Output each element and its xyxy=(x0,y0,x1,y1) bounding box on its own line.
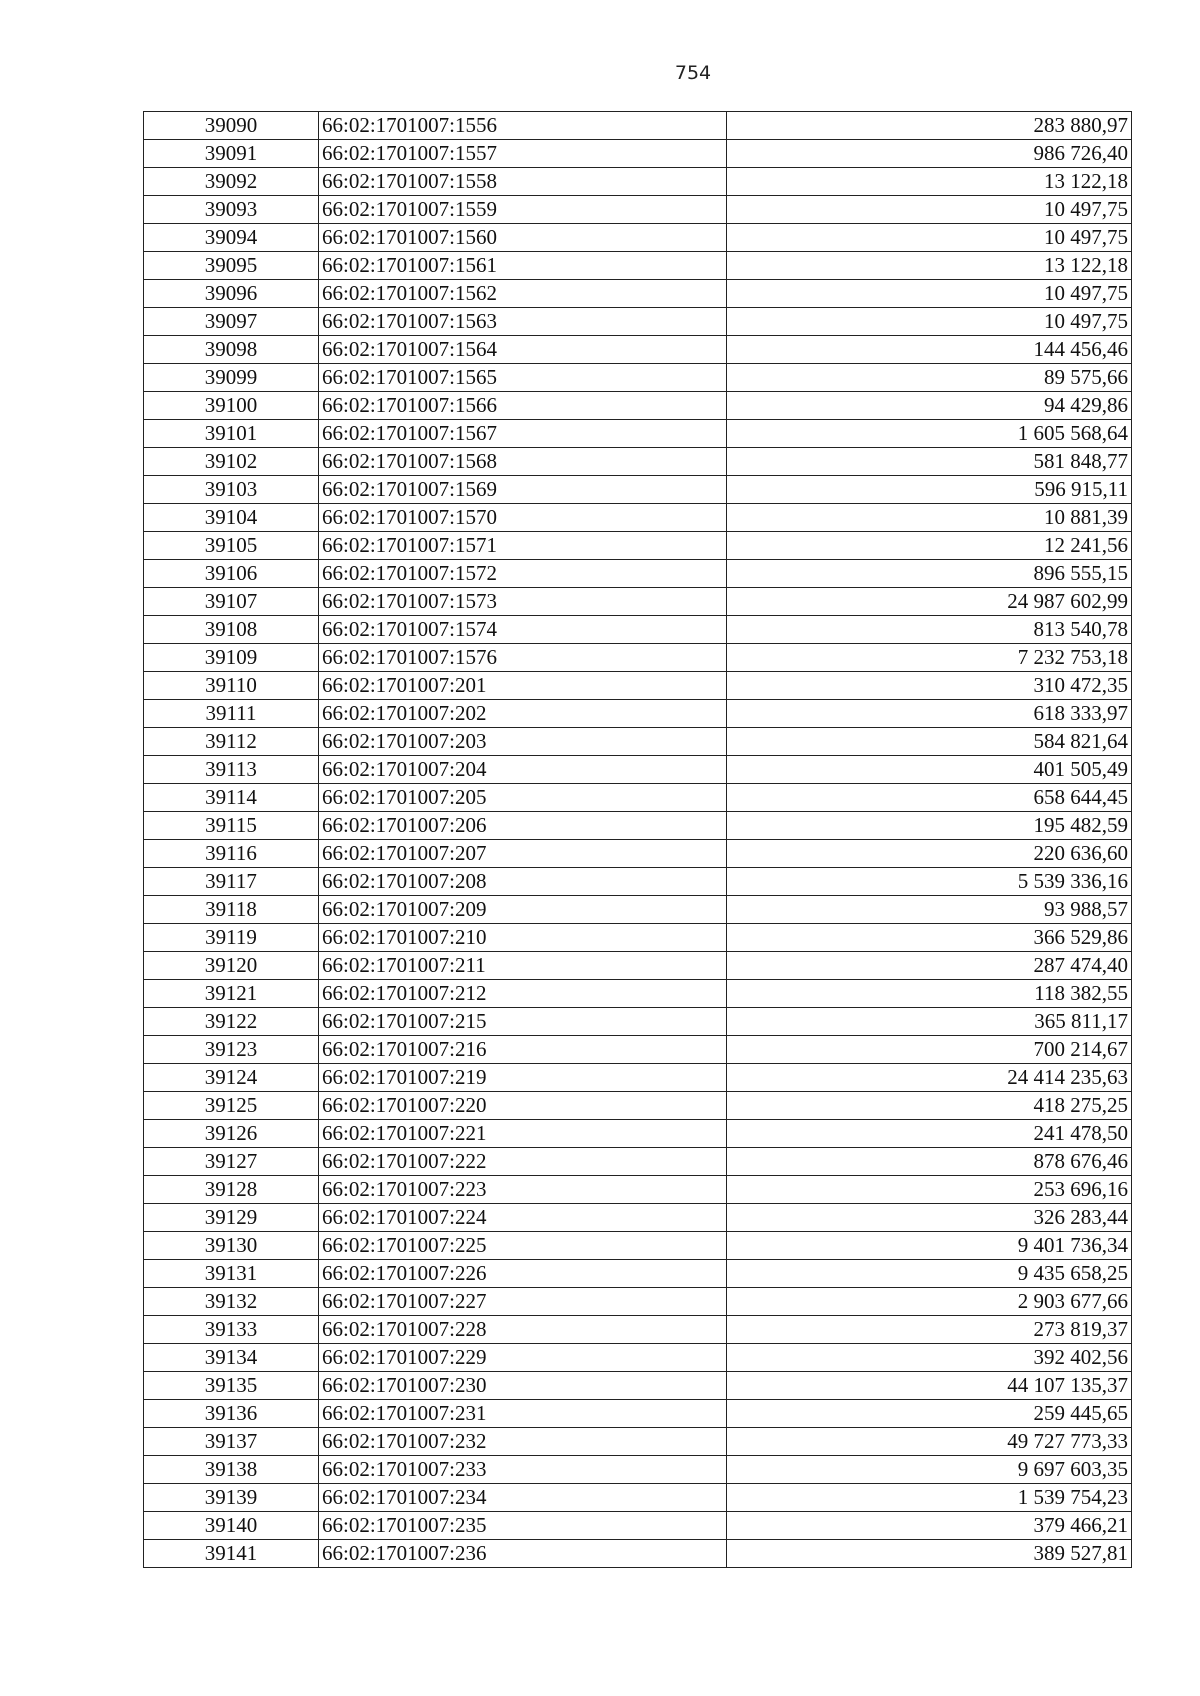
row-number-cell: 39124 xyxy=(144,1064,319,1092)
row-number-cell: 39132 xyxy=(144,1288,319,1316)
page-number: 754 xyxy=(674,62,712,84)
row-number-cell: 39122 xyxy=(144,1008,319,1036)
cadastral-number-cell: 66:02:1701007:232 xyxy=(319,1428,727,1456)
cadastral-value-cell: 283 880,97 xyxy=(727,112,1132,140)
table-row xyxy=(144,280,1132,308)
table-row xyxy=(144,1316,1132,1344)
cadastral-number-cell: 66:02:1701007:206 xyxy=(319,812,727,840)
cadastral-number-cell: 66:02:1701007:201 xyxy=(319,672,727,700)
cadastral-number-cell: 66:02:1701007:1564 xyxy=(319,336,727,364)
table-row xyxy=(144,1540,1132,1568)
row-number-cell: 39103 xyxy=(144,476,319,504)
row-number-cell: 39091 xyxy=(144,140,319,168)
cadastral-value-cell: 401 505,49 xyxy=(727,756,1132,784)
cadastral-value-cell: 365 811,17 xyxy=(727,1008,1132,1036)
cadastral-value-cell: 418 275,25 xyxy=(727,1092,1132,1120)
table-row xyxy=(144,924,1132,952)
row-number-cell: 39101 xyxy=(144,420,319,448)
row-number-cell: 39133 xyxy=(144,1316,319,1344)
cadastral-value-cell: 49 727 773,33 xyxy=(727,1428,1132,1456)
row-number-cell: 39108 xyxy=(144,616,319,644)
row-number-cell: 39116 xyxy=(144,840,319,868)
table-row xyxy=(144,1456,1132,1484)
row-number-cell: 39106 xyxy=(144,560,319,588)
row-number-cell: 39119 xyxy=(144,924,319,952)
cadastral-value-cell: 259 445,65 xyxy=(727,1400,1132,1428)
cadastral-number-cell: 66:02:1701007:202 xyxy=(319,700,727,728)
cadastral-value-cell: 10 497,75 xyxy=(727,308,1132,336)
cadastral-value-cell: 24 987 602,99 xyxy=(727,588,1132,616)
cadastral-value-cell: 12 241,56 xyxy=(727,532,1132,560)
cadastral-number-cell: 66:02:1701007:208 xyxy=(319,868,727,896)
row-number-cell: 39099 xyxy=(144,364,319,392)
table-row xyxy=(144,364,1132,392)
table-row xyxy=(144,1344,1132,1372)
cadastral-number-cell: 66:02:1701007:1573 xyxy=(319,588,727,616)
cadastral-value-cell: 596 915,11 xyxy=(727,476,1132,504)
table-row xyxy=(144,840,1132,868)
row-number-cell: 39129 xyxy=(144,1204,319,1232)
cadastral-value-cell: 1 605 568,64 xyxy=(727,420,1132,448)
cadastral-value-cell: 878 676,46 xyxy=(727,1148,1132,1176)
cadastral-number-cell: 66:02:1701007:225 xyxy=(319,1232,727,1260)
table-row xyxy=(144,1204,1132,1232)
cadastral-value-cell: 9 697 603,35 xyxy=(727,1456,1132,1484)
cadastral-number-cell: 66:02:1701007:1571 xyxy=(319,532,727,560)
cadastral-value-cell: 9 435 658,25 xyxy=(727,1260,1132,1288)
table-row xyxy=(144,224,1132,252)
cadastral-number-cell: 66:02:1701007:228 xyxy=(319,1316,727,1344)
row-number-cell: 39097 xyxy=(144,308,319,336)
cadastral-value-cell: 366 529,86 xyxy=(727,924,1132,952)
row-number-cell: 39095 xyxy=(144,252,319,280)
cadastral-value-cell: 1 539 754,23 xyxy=(727,1484,1132,1512)
row-number-cell: 39121 xyxy=(144,980,319,1008)
row-number-cell: 39128 xyxy=(144,1176,319,1204)
cadastral-number-cell: 66:02:1701007:1559 xyxy=(319,196,727,224)
row-number-cell: 39126 xyxy=(144,1120,319,1148)
cadastral-value-cell: 287 474,40 xyxy=(727,952,1132,980)
table-row xyxy=(144,1400,1132,1428)
row-number-cell: 39139 xyxy=(144,1484,319,1512)
cadastral-number-cell: 66:02:1701007:212 xyxy=(319,980,727,1008)
table-row xyxy=(144,756,1132,784)
table-row xyxy=(144,1008,1132,1036)
cadastral-value-cell: 89 575,66 xyxy=(727,364,1132,392)
table-row xyxy=(144,1232,1132,1260)
cadastral-number-cell: 66:02:1701007:1572 xyxy=(319,560,727,588)
cadastral-number-cell: 66:02:1701007:1556 xyxy=(319,112,727,140)
table-row xyxy=(144,112,1132,140)
cadastral-number-cell: 66:02:1701007:224 xyxy=(319,1204,727,1232)
cadastral-value-cell: 253 696,16 xyxy=(727,1176,1132,1204)
table-row xyxy=(144,1372,1132,1400)
cadastral-value-cell: 273 819,37 xyxy=(727,1316,1132,1344)
cadastral-number-cell: 66:02:1701007:222 xyxy=(319,1148,727,1176)
cadastral-value-cell: 7 232 753,18 xyxy=(727,644,1132,672)
cadastral-value-cell: 618 333,97 xyxy=(727,700,1132,728)
cadastral-value-table xyxy=(143,111,1132,1568)
cadastral-number-cell: 66:02:1701007:1567 xyxy=(319,420,727,448)
cadastral-value-cell: 2 903 677,66 xyxy=(727,1288,1132,1316)
cadastral-number-cell: 66:02:1701007:234 xyxy=(319,1484,727,1512)
cadastral-number-cell: 66:02:1701007:210 xyxy=(319,924,727,952)
cadastral-number-cell: 66:02:1701007:203 xyxy=(319,728,727,756)
table-row xyxy=(144,1092,1132,1120)
cadastral-number-cell: 66:02:1701007:1566 xyxy=(319,392,727,420)
table-row xyxy=(144,1176,1132,1204)
cadastral-number-cell: 66:02:1701007:1557 xyxy=(319,140,727,168)
cadastral-number-cell: 66:02:1701007:205 xyxy=(319,784,727,812)
cadastral-number-cell: 66:02:1701007:215 xyxy=(319,1008,727,1036)
row-number-cell: 39137 xyxy=(144,1428,319,1456)
table-row xyxy=(144,1288,1132,1316)
cadastral-number-cell: 66:02:1701007:223 xyxy=(319,1176,727,1204)
table-row xyxy=(144,140,1132,168)
row-number-cell: 39113 xyxy=(144,756,319,784)
cadastral-value-cell: 13 122,18 xyxy=(727,168,1132,196)
cadastral-number-cell: 66:02:1701007:219 xyxy=(319,1064,727,1092)
table-row xyxy=(144,1428,1132,1456)
cadastral-value-cell: 310 472,35 xyxy=(727,672,1132,700)
cadastral-value-cell: 379 466,21 xyxy=(727,1512,1132,1540)
table-row xyxy=(144,1036,1132,1064)
cadastral-value-cell: 10 497,75 xyxy=(727,224,1132,252)
row-number-cell: 39098 xyxy=(144,336,319,364)
table-row xyxy=(144,448,1132,476)
cadastral-number-cell: 66:02:1701007:1562 xyxy=(319,280,727,308)
row-number-cell: 39120 xyxy=(144,952,319,980)
cadastral-value-cell: 10 881,39 xyxy=(727,504,1132,532)
table-row xyxy=(144,196,1132,224)
row-number-cell: 39096 xyxy=(144,280,319,308)
cadastral-number-cell: 66:02:1701007:220 xyxy=(319,1092,727,1120)
table-row xyxy=(144,784,1132,812)
cadastral-number-cell: 66:02:1701007:221 xyxy=(319,1120,727,1148)
cadastral-number-cell: 66:02:1701007:1560 xyxy=(319,224,727,252)
row-number-cell: 39111 xyxy=(144,700,319,728)
cadastral-value-cell: 389 527,81 xyxy=(727,1540,1132,1568)
cadastral-number-cell: 66:02:1701007:226 xyxy=(319,1260,727,1288)
table-row xyxy=(144,952,1132,980)
cadastral-number-cell: 66:02:1701007:1558 xyxy=(319,168,727,196)
row-number-cell: 39090 xyxy=(144,112,319,140)
table-row xyxy=(144,868,1132,896)
table-row xyxy=(144,1120,1132,1148)
cadastral-number-cell: 66:02:1701007:1561 xyxy=(319,252,727,280)
table-row xyxy=(144,336,1132,364)
cadastral-number-cell: 66:02:1701007:207 xyxy=(319,840,727,868)
cadastral-value-cell: 93 988,57 xyxy=(727,896,1132,924)
table-row xyxy=(144,168,1132,196)
cadastral-number-cell: 66:02:1701007:1569 xyxy=(319,476,727,504)
cadastral-value-cell: 220 636,60 xyxy=(727,840,1132,868)
cadastral-number-cell: 66:02:1701007:209 xyxy=(319,896,727,924)
table-row xyxy=(144,588,1132,616)
table-row xyxy=(144,980,1132,1008)
table-row xyxy=(144,420,1132,448)
cadastral-value-cell: 584 821,64 xyxy=(727,728,1132,756)
table-row xyxy=(144,896,1132,924)
cadastral-value-cell: 195 482,59 xyxy=(727,812,1132,840)
cadastral-value-cell: 813 540,78 xyxy=(727,616,1132,644)
cadastral-number-cell: 66:02:1701007:1568 xyxy=(319,448,727,476)
table-row xyxy=(144,1064,1132,1092)
cadastral-value-cell: 10 497,75 xyxy=(727,280,1132,308)
cadastral-value-cell: 144 456,46 xyxy=(727,336,1132,364)
cadastral-value-cell: 118 382,55 xyxy=(727,980,1132,1008)
row-number-cell: 39092 xyxy=(144,168,319,196)
table-row xyxy=(144,700,1132,728)
cadastral-value-cell: 986 726,40 xyxy=(727,140,1132,168)
cadastral-number-cell: 66:02:1701007:204 xyxy=(319,756,727,784)
row-number-cell: 39130 xyxy=(144,1232,319,1260)
row-number-cell: 39134 xyxy=(144,1344,319,1372)
table-row xyxy=(144,504,1132,532)
cadastral-value-cell: 24 414 235,63 xyxy=(727,1064,1132,1092)
cadastral-value-cell: 5 539 336,16 xyxy=(727,868,1132,896)
row-number-cell: 39135 xyxy=(144,1372,319,1400)
cadastral-number-cell: 66:02:1701007:229 xyxy=(319,1344,727,1372)
table-row xyxy=(144,560,1132,588)
cadastral-number-cell: 66:02:1701007:1565 xyxy=(319,364,727,392)
row-number-cell: 39140 xyxy=(144,1512,319,1540)
table-row xyxy=(144,616,1132,644)
cadastral-number-cell: 66:02:1701007:231 xyxy=(319,1400,727,1428)
cadastral-value-cell: 658 644,45 xyxy=(727,784,1132,812)
row-number-cell: 39131 xyxy=(144,1260,319,1288)
cadastral-number-cell: 66:02:1701007:1574 xyxy=(319,616,727,644)
cadastral-number-cell: 66:02:1701007:1576 xyxy=(319,644,727,672)
cadastral-value-cell: 13 122,18 xyxy=(727,252,1132,280)
table-row xyxy=(144,532,1132,560)
cadastral-number-cell: 66:02:1701007:236 xyxy=(319,1540,727,1568)
cadastral-number-cell: 66:02:1701007:1570 xyxy=(319,504,727,532)
cadastral-number-cell: 66:02:1701007:227 xyxy=(319,1288,727,1316)
table-row xyxy=(144,1260,1132,1288)
row-number-cell: 39110 xyxy=(144,672,319,700)
row-number-cell: 39102 xyxy=(144,448,319,476)
cadastral-value-cell: 241 478,50 xyxy=(727,1120,1132,1148)
cadastral-value-cell: 896 555,15 xyxy=(727,560,1132,588)
row-number-cell: 39118 xyxy=(144,896,319,924)
table-row xyxy=(144,392,1132,420)
table-row xyxy=(144,728,1132,756)
row-number-cell: 39141 xyxy=(144,1540,319,1568)
cadastral-value-cell: 10 497,75 xyxy=(727,196,1132,224)
table-row xyxy=(144,1512,1132,1540)
row-number-cell: 39107 xyxy=(144,588,319,616)
cadastral-value-cell: 326 283,44 xyxy=(727,1204,1132,1232)
row-number-cell: 39127 xyxy=(144,1148,319,1176)
row-number-cell: 39114 xyxy=(144,784,319,812)
table-row xyxy=(144,672,1132,700)
cadastral-number-cell: 66:02:1701007:235 xyxy=(319,1512,727,1540)
row-number-cell: 39117 xyxy=(144,868,319,896)
row-number-cell: 39112 xyxy=(144,728,319,756)
cadastral-value-cell: 9 401 736,34 xyxy=(727,1232,1132,1260)
cadastral-value-cell: 392 402,56 xyxy=(727,1344,1132,1372)
cadastral-value-cell: 44 107 135,37 xyxy=(727,1372,1132,1400)
table-row xyxy=(144,476,1132,504)
cadastral-number-cell: 66:02:1701007:211 xyxy=(319,952,727,980)
row-number-cell: 39093 xyxy=(144,196,319,224)
table-row xyxy=(144,1148,1132,1176)
table-row xyxy=(144,308,1132,336)
cadastral-value-cell: 700 214,67 xyxy=(727,1036,1132,1064)
cadastral-number-cell: 66:02:1701007:1563 xyxy=(319,308,727,336)
cadastral-number-cell: 66:02:1701007:216 xyxy=(319,1036,727,1064)
row-number-cell: 39109 xyxy=(144,644,319,672)
cadastral-value-cell: 581 848,77 xyxy=(727,448,1132,476)
row-number-cell: 39123 xyxy=(144,1036,319,1064)
cadastral-number-cell: 66:02:1701007:233 xyxy=(319,1456,727,1484)
table-row xyxy=(144,644,1132,672)
table-row xyxy=(144,252,1132,280)
table-row xyxy=(144,812,1132,840)
row-number-cell: 39105 xyxy=(144,532,319,560)
cadastral-number-cell: 66:02:1701007:230 xyxy=(319,1372,727,1400)
table-body xyxy=(144,112,1132,1568)
row-number-cell: 39115 xyxy=(144,812,319,840)
row-number-cell: 39104 xyxy=(144,504,319,532)
row-number-cell: 39136 xyxy=(144,1400,319,1428)
cadastral-value-cell: 94 429,86 xyxy=(727,392,1132,420)
row-number-cell: 39100 xyxy=(144,392,319,420)
row-number-cell: 39138 xyxy=(144,1456,319,1484)
table-row xyxy=(144,1484,1132,1512)
row-number-cell: 39094 xyxy=(144,224,319,252)
row-number-cell: 39125 xyxy=(144,1092,319,1120)
